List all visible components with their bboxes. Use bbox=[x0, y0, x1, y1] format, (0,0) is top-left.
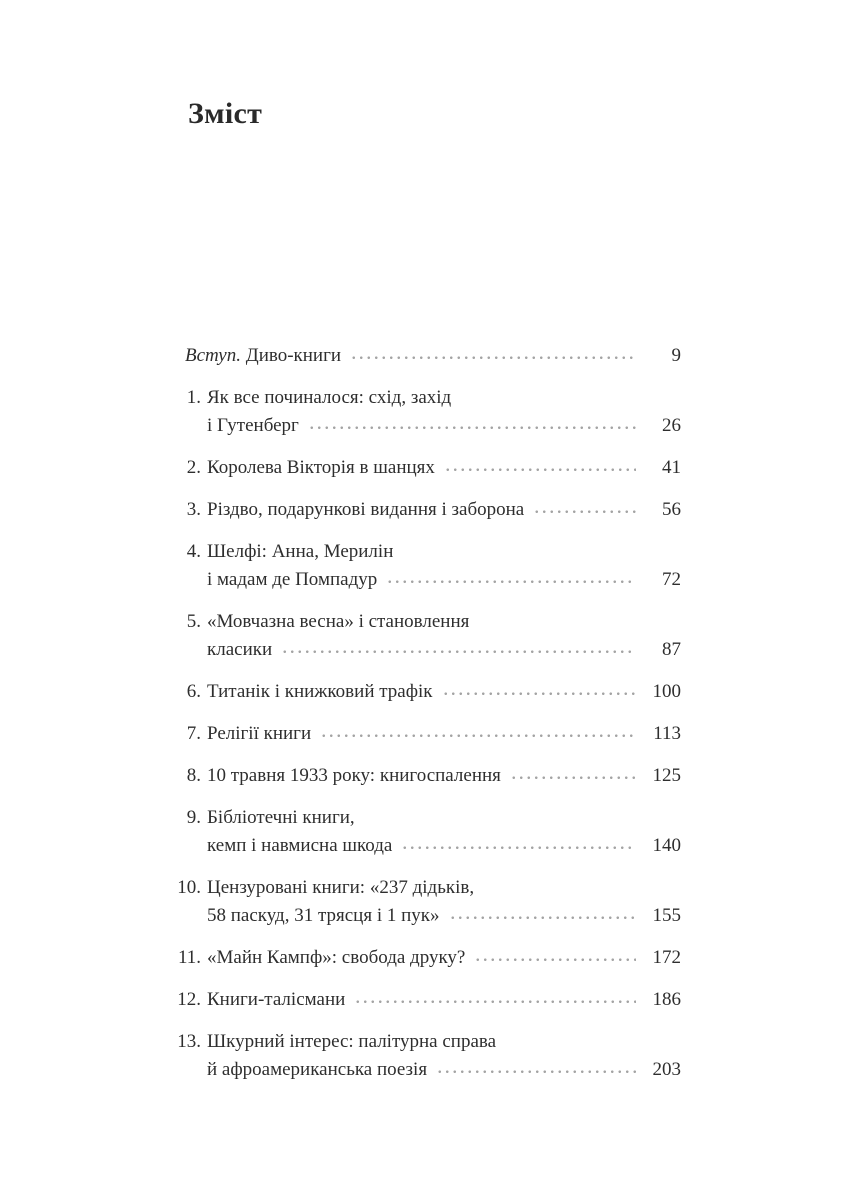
dotted-leader bbox=[442, 678, 636, 706]
toc-entry bbox=[177, 874, 681, 930]
toc-entry-line bbox=[185, 342, 681, 370]
toc-entry bbox=[177, 986, 681, 1014]
toc-entry-number: 4. bbox=[186, 541, 201, 562]
toc-entry bbox=[185, 342, 681, 370]
dotted-leader bbox=[386, 566, 636, 594]
toc-entry-line bbox=[207, 720, 681, 748]
dotted-leader bbox=[354, 986, 636, 1014]
toc-entry-page: 56 bbox=[662, 499, 681, 520]
toc-entry-line bbox=[207, 762, 681, 790]
toc-entry-number: 9. bbox=[186, 807, 201, 828]
toc-entry-number: 3. bbox=[186, 499, 201, 520]
toc-entry-line bbox=[207, 944, 681, 972]
toc-entry-number: 12. bbox=[177, 989, 201, 1010]
toc-entry-line bbox=[207, 454, 681, 482]
toc-entry-title: Шелфі: Анна, Мерилін bbox=[207, 541, 394, 562]
toc-entry-title: Як все починалося: схід, захід bbox=[207, 387, 452, 408]
toc-entry-number: 7. bbox=[186, 723, 201, 744]
toc-entry bbox=[177, 944, 681, 972]
toc-entry-page: 26 bbox=[662, 415, 681, 436]
dotted-leader bbox=[510, 762, 636, 790]
toc-entry bbox=[185, 384, 681, 440]
dotted-leader bbox=[350, 342, 636, 370]
toc-entry bbox=[185, 608, 681, 664]
toc-entry-number: 6. bbox=[186, 681, 201, 702]
toc-entry-number: 5. bbox=[186, 611, 201, 632]
toc-entry-number: 11. bbox=[177, 947, 201, 968]
toc-entry-page: 203 bbox=[652, 1059, 681, 1080]
toc-entry-line bbox=[207, 902, 681, 930]
dotted-leader bbox=[401, 832, 636, 860]
toc-entry-title: класики bbox=[207, 639, 273, 660]
toc-entry-page: 125 bbox=[652, 765, 681, 786]
toc-entry bbox=[185, 538, 681, 594]
toc-entry-line bbox=[207, 538, 681, 566]
toc-entry bbox=[185, 762, 681, 790]
dotted-leader bbox=[444, 454, 636, 482]
toc-entry-title: Книги-талісмани bbox=[207, 989, 346, 1010]
toc-entry-line bbox=[207, 636, 681, 664]
toc-entry-title: Цензуровані книги: «237 дідьків, bbox=[207, 877, 475, 898]
toc-entry-page: 172 bbox=[652, 947, 681, 968]
toc-entry-page: 72 bbox=[662, 569, 681, 590]
toc-entry-title: Титанік і книжковий трафік bbox=[207, 681, 433, 702]
toc-entry-title-prefix: Вступ. bbox=[185, 345, 246, 366]
toc-entry-title: 58 паскуд, 31 трясця і 1 пук» bbox=[207, 905, 440, 926]
toc-entry-title: Вступ. Диво-книги bbox=[185, 345, 342, 366]
toc-entry-page: 9 bbox=[671, 345, 681, 366]
toc-entry-line bbox=[207, 608, 681, 636]
toc-entry bbox=[185, 454, 681, 482]
toc-entry-line bbox=[207, 678, 681, 706]
toc-entry-number: 8. bbox=[186, 765, 201, 786]
toc-entry-line bbox=[207, 804, 681, 832]
toc-entry-title: Різдво, подарункові видання і заборона bbox=[207, 499, 525, 520]
toc-entry-page: 113 bbox=[653, 723, 681, 744]
toc-entry-line bbox=[207, 1028, 681, 1056]
toc-entry-line bbox=[207, 832, 681, 860]
toc-entry-page: 140 bbox=[652, 835, 681, 856]
dotted-leader bbox=[474, 944, 636, 972]
toc-entry-number: 13. bbox=[177, 1031, 201, 1052]
toc-list bbox=[177, 342, 681, 1084]
toc-entry bbox=[185, 804, 681, 860]
toc-entry bbox=[185, 496, 681, 524]
dotted-leader bbox=[281, 636, 636, 664]
toc-entry bbox=[185, 720, 681, 748]
toc-entry-title: Шкурний інтерес: палітурна справа bbox=[207, 1031, 497, 1052]
toc-entry-line bbox=[207, 874, 681, 902]
toc-entry-title: 10 травня 1933 року: книгоспалення bbox=[207, 765, 501, 786]
toc-entry-page: 87 bbox=[662, 639, 681, 660]
toc-entry-title: Релігії книги bbox=[207, 723, 312, 744]
toc-entry-title: «Мовчазна весна» і становлення bbox=[207, 611, 470, 632]
dotted-leader bbox=[308, 412, 636, 440]
toc-entry bbox=[185, 678, 681, 706]
toc-entry-title: і мадам де Помпадур bbox=[207, 569, 378, 590]
dotted-leader bbox=[533, 496, 636, 524]
toc-entry-line bbox=[207, 412, 681, 440]
dotted-leader bbox=[320, 720, 636, 748]
toc-entry-line bbox=[207, 1056, 681, 1084]
toc-entry-line bbox=[207, 566, 681, 594]
toc-entry-page: 155 bbox=[652, 905, 681, 926]
toc-entry-title: й афроамериканська поезія bbox=[207, 1059, 428, 1080]
toc-entry-line bbox=[207, 496, 681, 524]
toc-entry-page: 41 bbox=[662, 457, 681, 478]
toc-entry-title: Бібліотечні книги, bbox=[207, 807, 355, 828]
toc-entry-number: 10. bbox=[177, 877, 201, 898]
toc-entry-page: 100 bbox=[652, 681, 681, 702]
toc-entry-title: «Майн Кампф»: свобода друку? bbox=[207, 947, 466, 968]
toc-entry-title: і Гутенберг bbox=[207, 415, 299, 436]
dotted-leader bbox=[436, 1056, 636, 1084]
toc-entry-page: 186 bbox=[652, 989, 681, 1010]
toc-entry-title: кемп і навмисна шкода bbox=[207, 835, 393, 856]
toc-entry-line bbox=[207, 986, 681, 1014]
toc-entry bbox=[177, 1028, 681, 1084]
page-title: Зміст bbox=[188, 97, 263, 130]
toc-entry-number: 1. bbox=[186, 387, 201, 408]
toc-entry-number: 2. bbox=[186, 457, 201, 478]
toc-entry-title: Королева Вікторія в шанцях bbox=[207, 457, 435, 478]
dotted-leader bbox=[449, 902, 636, 930]
toc-entry-line bbox=[207, 384, 681, 412]
